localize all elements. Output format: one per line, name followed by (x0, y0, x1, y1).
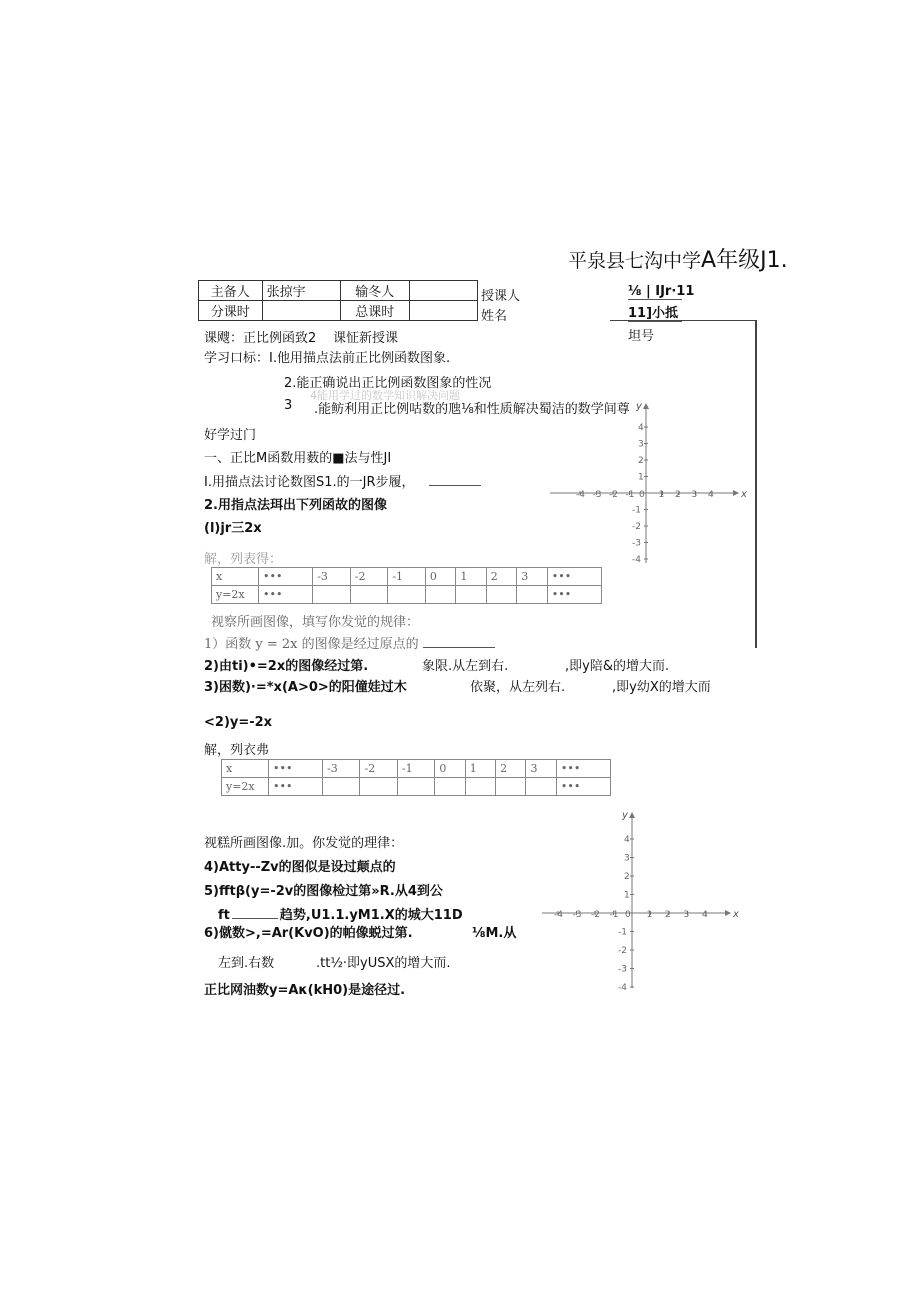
y-tick-label: -3 (632, 538, 641, 549)
header-cell: 分课时 (199, 301, 263, 321)
table-cell: 0 (425, 568, 455, 586)
conclusion: 正比网油数y=Aκ(kH0)是途径过. (204, 983, 406, 998)
x-tick-label: 4 (702, 910, 708, 920)
table-cell: ••• (556, 760, 610, 778)
y-tick-label: 4 (624, 835, 630, 845)
goal-3-number: 3 (284, 398, 293, 413)
x-tick-label: 1 (658, 490, 665, 500)
table-cell: ••• (259, 586, 313, 604)
header-cell: 主备人 (199, 281, 263, 301)
question-6b: ⅛M.从 (472, 926, 517, 941)
goal-3: .能鲂利用正比例咕数的虺⅛和性质解决蜀洁的数学间尊 (314, 402, 630, 417)
table-x-label: x (222, 760, 269, 778)
value-table-1 (211, 567, 602, 604)
table-cell: -1 (388, 568, 426, 586)
table-cell: -2 (350, 568, 388, 586)
y-tick-label: 2 (638, 456, 644, 466)
sub-question-1: (l)jr三2x (204, 521, 262, 536)
x-tick-label: 0 (639, 490, 645, 500)
item-1: I.用描点法讨论数图S1.的一JR步履， (204, 471, 481, 490)
header-cell (409, 301, 477, 321)
school-title: 平泉县七沟中学A年级J1. (568, 248, 788, 273)
y-axis-arrow (643, 403, 649, 409)
section-one: 一、正比M函数用薮的■法与性JI (204, 451, 392, 466)
question-5: 5)fftβ(y=-2v的图像检过第»R.从4到公 (204, 884, 443, 899)
table-cell: 1 (465, 760, 495, 778)
x-tick-label: 2 (665, 910, 671, 920)
topic: 课飕：正比例函致2 (204, 331, 317, 346)
header-cell (409, 281, 477, 301)
table-cell: ••• (556, 778, 610, 796)
y-tick-label: -2 (618, 946, 627, 956)
coordinate-plane-2 (532, 810, 742, 993)
goal-2: 2.能正确说出正比例函数图象的性况 (284, 376, 492, 391)
table-cell: 2 (486, 568, 516, 586)
item-2: 2.用指点法珥出下列函故的图像 (204, 498, 387, 513)
question-6c-b: .tt½·即yUSX的增大而. (316, 956, 451, 971)
table-cell: ••• (259, 568, 313, 586)
x-tick-label: 4 (708, 490, 714, 500)
class-field: 11]小抵 (628, 302, 682, 322)
table-cell: 3 (526, 760, 556, 778)
x-tick-label: 3 (683, 910, 690, 920)
y-tick-label: -4 (632, 555, 641, 565)
question-6a: 6)僦数>,=Ar(KvO)的帕像蜕过第. (204, 926, 413, 941)
y-tick-label: 2 (624, 872, 630, 882)
seat-label: 坦号 (628, 329, 655, 344)
y-axis-label: y (622, 810, 628, 821)
observe-1: 视察所画图像，填写你发觉的规律： (211, 615, 420, 630)
y-tick-label: -4 (618, 983, 627, 993)
question-3a: 3)困数)·=*x(A>0>的阳僮娃过木 (204, 680, 407, 695)
y-tick-label: 4 (638, 423, 644, 433)
x-axis-arrow (733, 490, 739, 496)
y-tick-label: -3 (618, 964, 627, 975)
question-2b: 象限.从左到右. (422, 659, 509, 674)
x-tick-label: 0 (625, 910, 631, 920)
table-cell: 3 (517, 568, 547, 586)
table-cell: -2 (360, 760, 397, 778)
observe-2: 视糕所画图像.加。你发觉的理律： (204, 836, 404, 851)
x-tick-label: -3 (572, 910, 582, 920)
lesson-header-table (198, 280, 478, 321)
x-tick-label: 2 (675, 490, 681, 500)
solution-label-2: 解，列衣弗 (204, 743, 270, 758)
table-row (222, 760, 611, 778)
coordinate-plane-1 (540, 395, 750, 570)
table-row (222, 778, 611, 796)
y-tick-label: 1 (624, 890, 630, 901)
table-cell: -1 (397, 760, 434, 778)
question-3b: 依聚，从左列右. (470, 680, 566, 695)
table-cell: ••• (269, 778, 323, 796)
table-cell: ••• (547, 568, 601, 586)
table-row (212, 586, 602, 604)
x-tick-label: -4 (576, 490, 585, 500)
section-learn: 好学过门 (204, 428, 257, 443)
x-tick-label: 1 (646, 910, 653, 920)
question-4: 4)Atty--Zv的图似是设过颠点的 (204, 860, 396, 875)
lesson-type: 课怔新授课 (333, 331, 399, 346)
x-tick-label: 3 (691, 490, 698, 500)
y-tick-label: 3 (638, 439, 644, 450)
table-y-label: y=2x (222, 778, 269, 796)
question-3c: ,即y幼X的增大而 (612, 680, 711, 695)
y-tick-label: -1 (632, 505, 641, 516)
x-axis-label: x (741, 489, 747, 500)
table-x-label: x (212, 568, 259, 586)
solution-label-1: 解，列表得： (204, 552, 283, 567)
x-tick-label: -1 (625, 490, 635, 500)
header-cell: 总课时 (341, 301, 410, 321)
x-tick-label: -3 (592, 490, 602, 500)
question-6c-a: 左到.右数 (218, 956, 275, 971)
y-tick-label: -2 (632, 522, 641, 532)
table-cell: 0 (435, 760, 465, 778)
table-cell: -3 (323, 760, 360, 778)
question-2c: ,即y陪&的增大而. (565, 659, 670, 674)
y-tick-label: 3 (624, 853, 630, 864)
teacher-label: 授课人 (481, 289, 521, 304)
table-cell: -3 (313, 568, 351, 586)
right-divider (610, 320, 756, 321)
x-tick-label: -2 (609, 490, 618, 500)
y-axis-label: y (636, 401, 642, 412)
fill-1: 1）函数 y = 2x 的图像是经过原点的 (204, 633, 495, 652)
table-cell: ••• (269, 760, 323, 778)
y-axis-arrow (629, 812, 635, 818)
header-cell: 输冬人 (341, 281, 410, 301)
header-cell: 张掠宇 (262, 281, 340, 301)
x-tick-label: -1 (609, 910, 619, 920)
sub-question-2: <2)y=-2x (204, 715, 273, 730)
goal-1: 学习口标：I.他用描点法前正比例函数图象. (204, 351, 451, 366)
x-tick-label: -2 (591, 910, 600, 920)
y-tick-label: 1 (638, 472, 644, 483)
table-y-label: y=2x (212, 586, 259, 604)
goal-3-overlay: 4能用学过的数学知识解决问题 (310, 389, 460, 402)
right-margin-line (755, 320, 757, 648)
question-2a: 2)由ti)•=2x的图像经过第. (204, 659, 369, 674)
date-field: ⅛ | IJr·11 (628, 284, 695, 299)
header-cell (262, 301, 340, 321)
table-row (212, 568, 602, 586)
table-cell: 1 (456, 568, 486, 586)
table-cell: 2 (496, 760, 526, 778)
value-table-2 (221, 759, 611, 796)
name-label: 姓名 (481, 309, 508, 324)
x-axis-arrow (725, 910, 731, 916)
question-5b: ft 趋势,U1.1.yM1.X的城大11D (218, 908, 463, 923)
table-cell: ••• (547, 586, 601, 604)
x-tick-label: -4 (554, 910, 563, 920)
x-axis-label: x (733, 909, 739, 920)
y-tick-label: -1 (618, 927, 627, 938)
